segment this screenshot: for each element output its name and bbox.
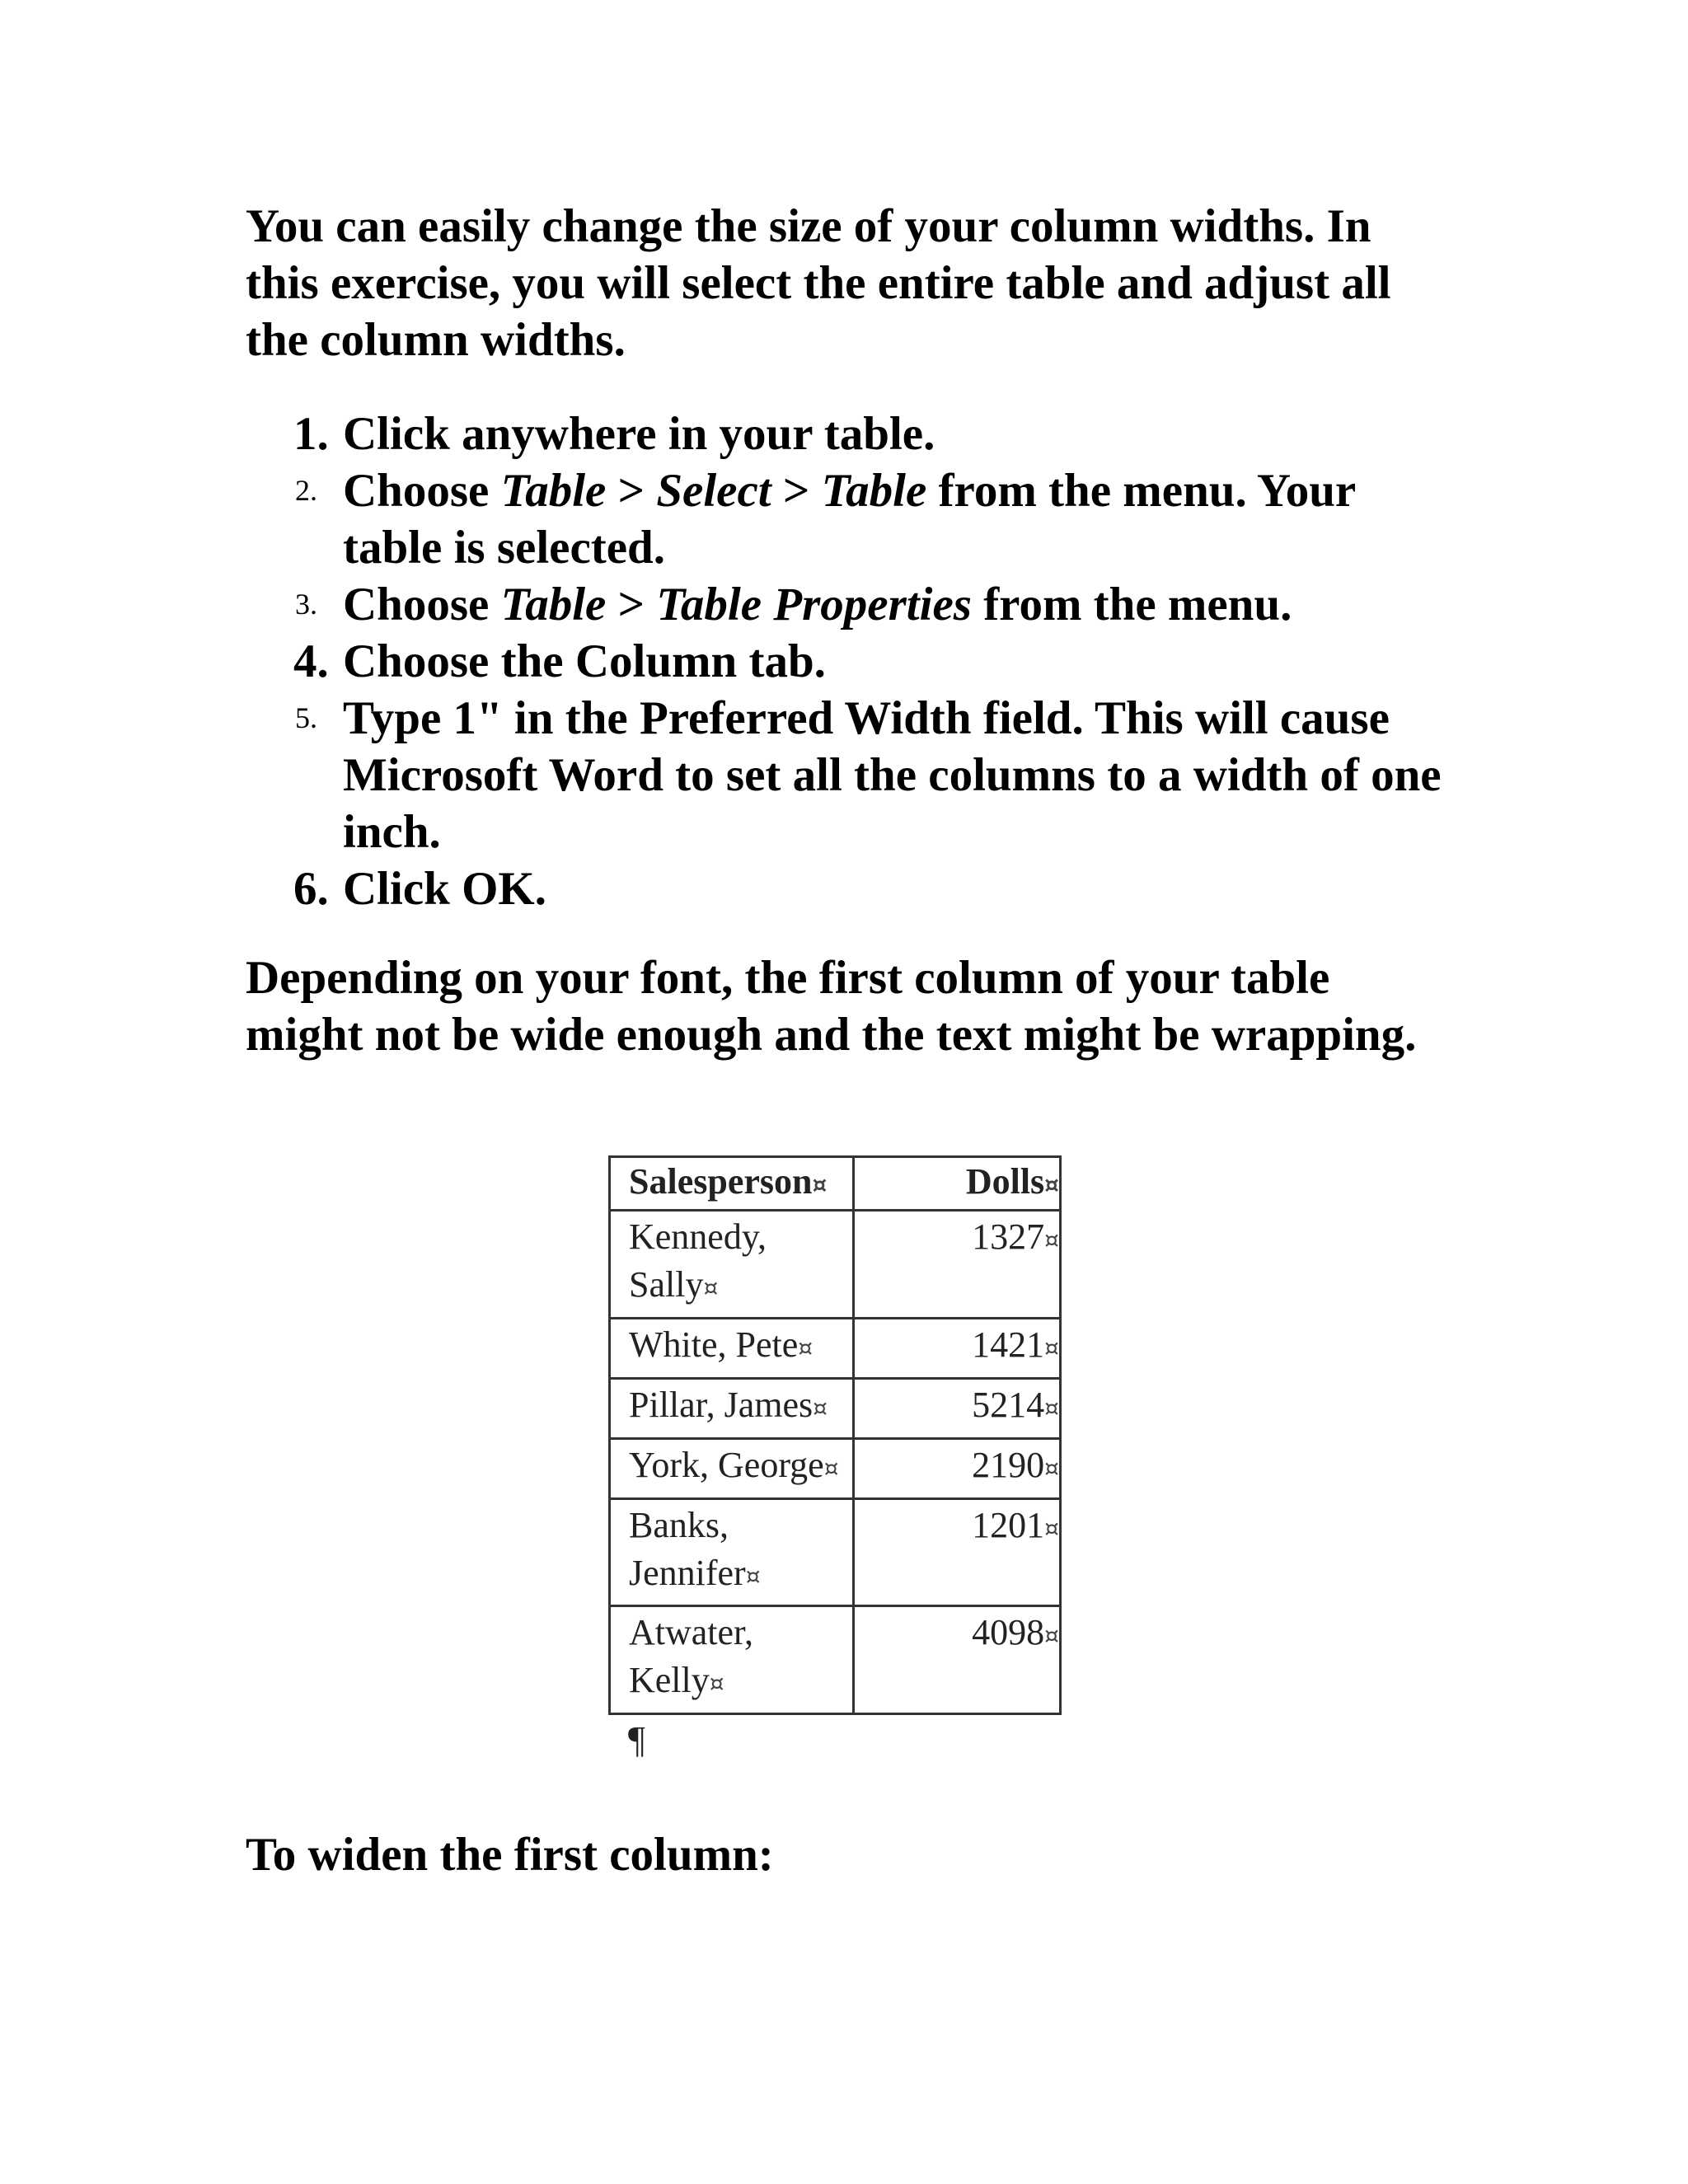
- dolls-cell: [854, 1378, 1061, 1438]
- table-row: [610, 1606, 1061, 1714]
- step-item: [246, 576, 1449, 633]
- menu-term: Table Properties: [656, 579, 972, 630]
- step-text: >: [606, 579, 657, 630]
- end-of-cell-mark: ¤: [823, 1454, 839, 1482]
- end-of-cell-mark: ¤: [1044, 1170, 1059, 1198]
- step-item: [246, 690, 1449, 860]
- table-header-row: [610, 1157, 1061, 1211]
- cell-text: 1327: [972, 1216, 1045, 1257]
- dolls-cell: [854, 1438, 1061, 1498]
- table-row: [610, 1318, 1061, 1378]
- dolls-cell: [854, 1498, 1061, 1606]
- step-text: Type 1" in the Preferred Width field. This will cause Microsoft Word to set all the columns to a width of one inch.: [343, 692, 1442, 858]
- cell-text: 1201: [972, 1504, 1045, 1545]
- end-of-cell-mark: ¤: [703, 1273, 719, 1301]
- end-of-cell-mark: ¤: [813, 1394, 828, 1422]
- salesperson-cell: [610, 1498, 854, 1606]
- step-text: Click OK.: [343, 863, 547, 915]
- end-of-cell-mark: ¤: [812, 1170, 828, 1198]
- dolls-cell: [854, 1318, 1061, 1378]
- cell-text: Kennedy, Sally: [629, 1216, 767, 1305]
- step-text: from the menu. Your table is selected.: [343, 465, 1356, 574]
- step-item: [246, 860, 1449, 917]
- end-of-cell-mark: ¤: [1044, 1226, 1059, 1254]
- cell-text: 2190: [972, 1444, 1045, 1485]
- end-of-cell-mark: ¤: [1044, 1622, 1059, 1650]
- header-salesperson: [610, 1157, 854, 1211]
- cell-text: York, George: [629, 1444, 824, 1485]
- sales-table: [608, 1155, 1062, 1715]
- step-text: from the menu.: [971, 579, 1292, 630]
- end-of-cell-mark: ¤: [709, 1670, 724, 1698]
- menu-term: Table: [821, 465, 927, 517]
- step-number: 3.: [295, 588, 317, 621]
- salesperson-cell: [610, 1438, 854, 1498]
- cell-text: 4098: [972, 1612, 1045, 1653]
- cell-text: 1421: [972, 1324, 1045, 1365]
- step-text: >: [606, 465, 657, 517]
- cell-text: White, Pete: [629, 1324, 799, 1365]
- end-of-cell-mark: ¤: [1044, 1333, 1059, 1361]
- step-item: [246, 633, 1449, 690]
- step-number: 6.: [293, 863, 329, 915]
- step-number: 2.: [295, 474, 317, 507]
- intro-paragraph: You can easily change the size of your column widths. In this exercise, you will select the entire table and adjust all the column widths.: [246, 200, 1391, 366]
- menu-term: Table: [500, 579, 607, 630]
- salesperson-cell: [610, 1378, 854, 1438]
- table-row: [610, 1378, 1061, 1438]
- end-of-cell-mark: ¤: [1044, 1394, 1059, 1422]
- table-row: [610, 1498, 1061, 1606]
- cell-text: Pillar, James: [629, 1384, 814, 1425]
- paragraph-mark: ¶: [628, 1718, 645, 1761]
- cell-text: Atwater, Kelly: [629, 1612, 753, 1701]
- step-text: Choose: [343, 465, 501, 517]
- depending-paragraph: Depending on your font, the first column of your table might not be wide enough and the text might be wrapping.: [246, 952, 1417, 1061]
- step-number: 4.: [293, 635, 329, 687]
- table-screenshot: [608, 1155, 1062, 1765]
- table-row: [610, 1210, 1061, 1318]
- step-number: 1.: [293, 408, 329, 460]
- header-label: Salesperson: [629, 1161, 813, 1202]
- widen-heading: To widen the first column:: [246, 1829, 774, 1881]
- step-item: [246, 405, 1449, 462]
- salesperson-cell: [610, 1210, 854, 1318]
- end-of-cell-mark: ¤: [798, 1333, 814, 1361]
- end-of-cell-mark: ¤: [1044, 1454, 1059, 1482]
- menu-term: Table: [500, 465, 607, 517]
- step-text: Click anywhere in your table.: [343, 408, 935, 460]
- step-item: [246, 462, 1449, 576]
- step-text: >: [771, 465, 822, 517]
- salesperson-cell: [610, 1606, 854, 1714]
- step-text: Choose the Column tab.: [343, 635, 826, 687]
- cell-text: 5214: [972, 1384, 1045, 1425]
- table-row: [610, 1438, 1061, 1498]
- cell-text: Banks, Jennifer: [629, 1504, 746, 1593]
- menu-term: Select: [656, 465, 771, 517]
- step-number: 5.: [295, 701, 317, 734]
- dolls-cell: [854, 1606, 1061, 1714]
- end-of-cell-mark: ¤: [1044, 1514, 1059, 1542]
- table-body: [610, 1210, 1061, 1713]
- dolls-cell: [854, 1210, 1061, 1318]
- header-label: Dolls: [965, 1161, 1045, 1202]
- instruction-steps: [246, 405, 1449, 917]
- salesperson-cell: [610, 1318, 854, 1378]
- step-text: Choose: [343, 579, 501, 630]
- end-of-cell-mark: ¤: [745, 1562, 761, 1590]
- header-dolls: [854, 1157, 1061, 1211]
